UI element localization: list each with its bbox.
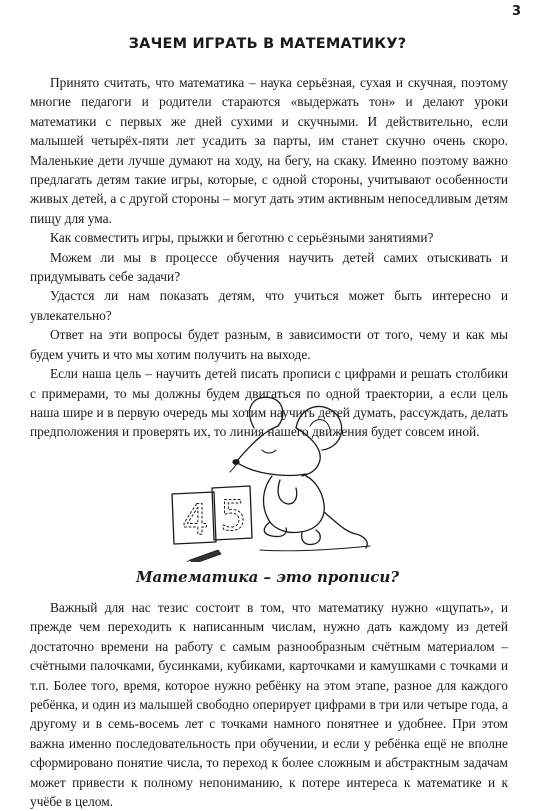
paragraph: Если наша цель – научить детей писать прописи с цифрами и решать столбики с примерами, то мы должны будем двигаться по одной траектории, а если цель наша шире и в первую очередь мы хотим научить детей думать, рассуждать, делать предположения и проверять их, то линия нашего движения будет совсем иной.	[30, 366, 508, 440]
paragraph: Принято считать, что математика – наука серьёзная, сухая и скучная, поэтому многие педагоги и родители стараются «выдержать тон» и делают уроки математики с первых же дней сухими и скучными. И действительно, если малышей четырёх-пяти лет усадить за парты, им станет скучно очень скоро. Маленькие дети лучше думают на ходу, на бегу, на скаку. Именно поэтому важно предлагать детям такие игры, которые, с одной стороны, учитывают особенности живых детей, а с другой стороны – могут дать этим активным непоседливым детям пищу для ума.	[30, 75, 508, 226]
card-digit-four: 4	[182, 495, 209, 544]
paragraph: Ответ на эти вопросы будет разным, в зависимости от того, чему и как мы будем учить и что мы хотим получить на выходе.	[30, 327, 508, 362]
section-subheading: Математика – это прописи?	[135, 568, 400, 586]
paragraph: Удастся ли нам показать детям, что учиться может быть интересно и увлекательно?	[30, 288, 508, 323]
card-digit-five: 5	[220, 491, 247, 540]
paragraph: Как совместить игры, прыжки и беготню с серьёзными занятиями?	[50, 230, 434, 246]
page-title: ЗАЧЕМ ИГРАТЬ В МАТЕМАТИКУ?	[128, 36, 407, 52]
page-number: 3	[511, 4, 521, 19]
text-block-bottom	[30, 598, 508, 811]
paragraph: Можем ли мы в процессе обучения научить детей самих отыскивать и придумывать себе задачи?	[30, 249, 508, 285]
paragraph: Важный для нас тезис состоит в том, что математику нужно «щупать», и прежде чем переходить к написанным числам, нужно дать каждому из детей достаточно времени на работу с самым разнообразным счётным материалом – счётными палочками, бусинками, кубиками, карточками и камушками с точками и т.п. Более того, время, которое нужно ребёнку на этом этапе, разное для каждого ребёнка, и один из малышей свободно оперирует цифрами в три или четыре года, а другому и в семь-восемь лет с точками намного понятнее и удобнее. При этом важна именно последовательность при обучении, и если у ребёнка ещё не вполне сформировано понятие числа, то переход к более сложным и абстрактным задачам может привести к полному непониманию, к потере интереса к математике и к учёбе в целом.	[30, 600, 508, 810]
text-block-top	[30, 73, 508, 442]
mouse-illustration	[150, 392, 385, 562]
